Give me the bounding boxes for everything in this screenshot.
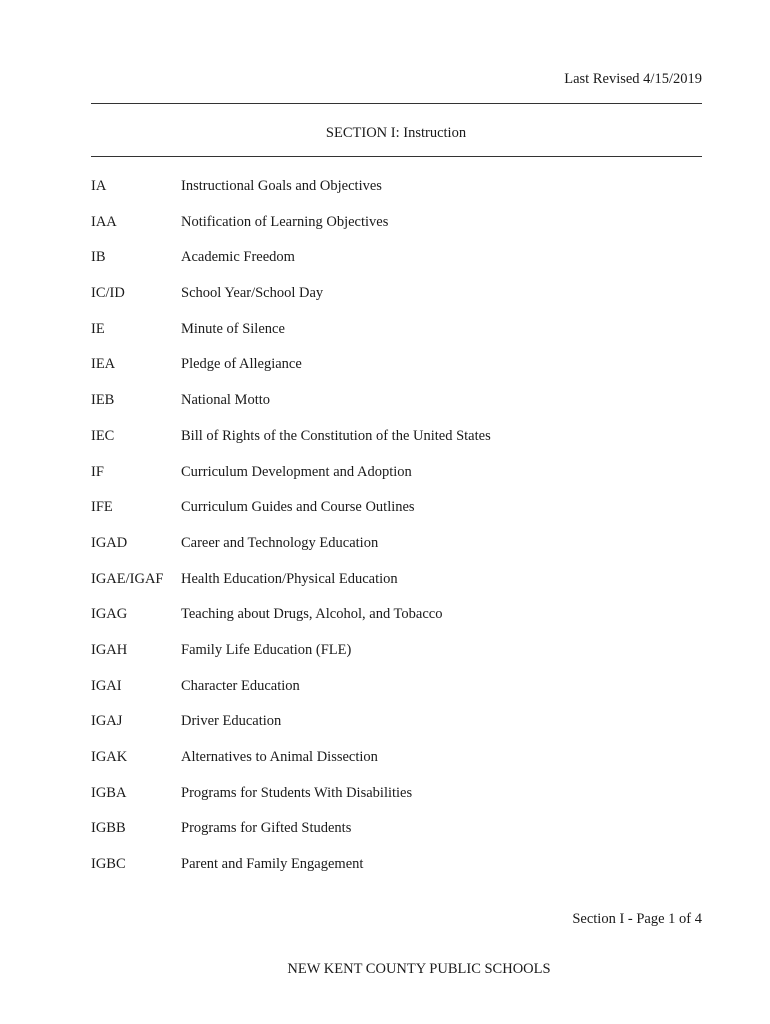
policy-code: IGBB [91,820,126,837]
policy-code: IE [91,320,105,337]
policy-code: IFE [91,499,113,516]
policy-title: Pledge of Allegiance [181,356,302,373]
page-number: Section I - Page 1 of 4 [572,911,702,927]
policy-code: IGAJ [91,713,123,730]
policy-title: Character Education [181,677,300,694]
policy-row [91,712,491,748]
policy-code: IGAE/IGAF [91,570,164,587]
policy-title: School Year/School Day [181,285,324,302]
policy-title: Family Life Education (FLE) [181,641,352,658]
policy-row [91,570,491,606]
policy-title: Alternatives to Animal Dissection [181,749,378,765]
policy-title: Curriculum Development and Adoption [181,463,412,480]
policy-row [91,605,491,641]
policy-row [91,855,491,891]
policy-title: Health Education/Physical Education [181,570,398,587]
policy-code: IC/ID [91,285,125,302]
policy-row [91,213,491,249]
policy-row [91,391,491,427]
policy-row [91,320,491,356]
policy-code: IEC [91,427,115,444]
policy-code: IF [91,463,104,480]
organization-footer: NEW KENT COUNTY PUBLIC SCHOOLS [287,961,551,977]
policy-row [91,177,491,213]
policy-code: IGAI [91,677,122,694]
policy-code: IGBC [91,856,126,873]
policy-row [91,534,491,570]
policy-code: IB [91,249,106,266]
policy-row [91,784,491,820]
policy-title: Instructional Goals and Objectives [181,178,382,194]
section-divider [91,156,702,157]
policy-title: Academic Freedom [181,249,295,266]
policy-list [91,177,491,891]
policy-row [91,819,491,855]
policy-title: Minute of Silence [181,320,285,337]
policy-title: Driver Education [181,713,282,730]
policy-title: Programs for Gifted Students [181,820,352,837]
policy-title: Parent and Family Engagement [181,856,364,873]
policy-row [91,355,491,391]
last-revised-date: Last Revised 4/15/2019 [564,71,702,87]
policy-title: Career and Technology Education [181,534,379,551]
policy-row [91,284,491,320]
policy-title: Programs for Students With Disabilities [181,784,413,801]
policy-code: IAA [91,213,117,230]
policy-row [91,427,491,463]
policy-title: Bill of Rights of the Constitution of the United States [181,427,491,444]
policy-code: IGAG [91,606,128,623]
section-title: SECTION I: Instruction [325,125,467,141]
policy-code: IGAK [91,749,128,765]
policy-code: IGBA [91,784,127,801]
policy-row [91,677,491,713]
policy-row [91,463,491,499]
policy-row [91,498,491,534]
policy-code: IGAD [91,534,128,551]
policy-code: IEA [91,356,116,373]
policy-code: IGAH [91,641,128,658]
policy-code: IEB [91,392,115,409]
policy-title: Notification of Learning Objectives [181,213,389,230]
policy-title: Teaching about Drugs, Alcohol, and Tobacco [181,606,443,623]
policy-title: National Motto [181,392,271,409]
policy-row [91,248,491,284]
policy-code: IA [91,178,107,194]
policy-row [91,748,491,784]
policy-row [91,641,491,677]
top-divider [91,103,702,104]
policy-title: Curriculum Guides and Course Outlines [181,499,415,516]
